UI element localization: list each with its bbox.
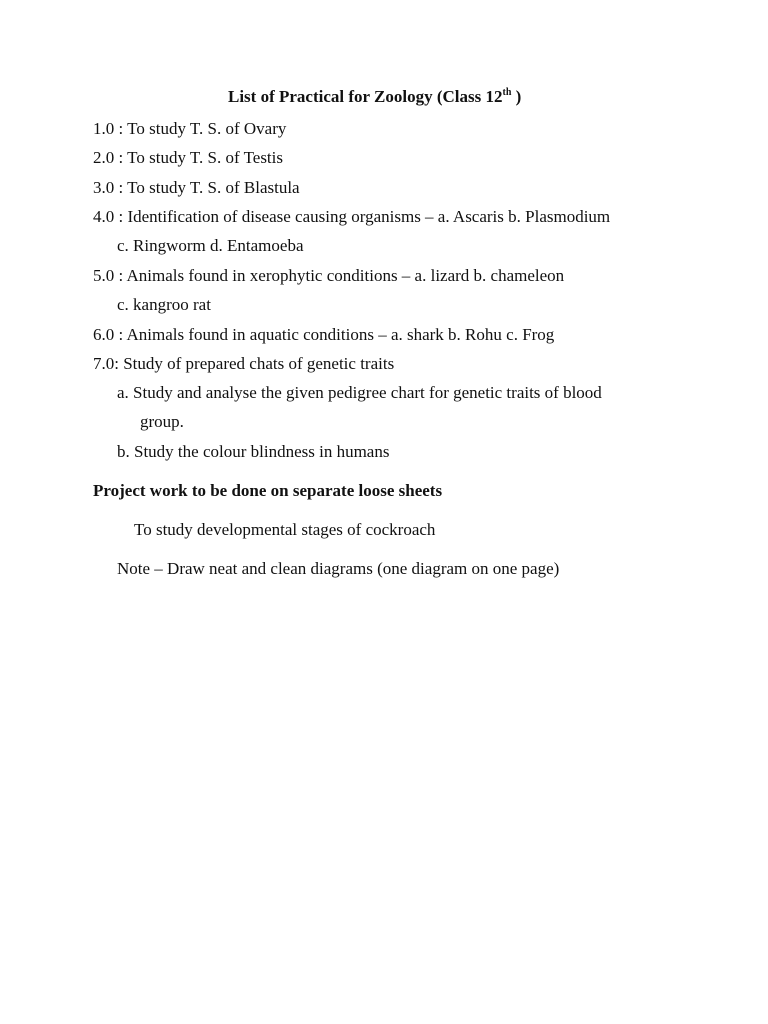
practical-item-3: 3.0 : To study T. S. of Blastula — [93, 178, 300, 197]
practical-item-7a: a. Study and analyse the given pedigree chart for genetic traits of blood — [117, 383, 602, 402]
practical-item-6: 6.0 : Animals found in aquatic conditions – a. shark b. Rohu c. Frog — [93, 325, 555, 344]
practical-item-4: 4.0 : Identification of disease causing organisms – a. Ascaris b. Plasmodium — [93, 207, 611, 226]
title-superscript: th — [502, 87, 512, 98]
practical-item-1: 1.0 : To study T. S. of Ovary — [93, 119, 287, 138]
practical-item-2: 2.0 : To study T. S. of Testis — [93, 148, 283, 167]
title-main: List of Practical for Zoology (Class 12 — [228, 87, 503, 106]
project-heading: Project work to be done on separate loose sheets — [93, 481, 443, 500]
project-text: To study developmental stages of cockroach — [134, 520, 436, 539]
title-closing: ) — [511, 87, 522, 106]
practical-item-7b: b. Study the colour blindness in humans — [117, 442, 390, 461]
practical-item-7: 7.0: Study of prepared chats of genetic traits — [93, 354, 395, 373]
practical-item-5: 5.0 : Animals found in xerophytic conditions – a. lizard b. chameleon — [93, 266, 565, 285]
practical-item-4-continued: c. Ringworm d. Entamoeba — [117, 236, 304, 255]
practical-item-5-continued: c. kangroo rat — [117, 295, 211, 314]
document-title — [228, 87, 521, 107]
practical-item-7a-continued: group. — [140, 412, 184, 431]
note-text: Note – Draw neat and clean diagrams (one diagram on one page) — [117, 559, 560, 578]
